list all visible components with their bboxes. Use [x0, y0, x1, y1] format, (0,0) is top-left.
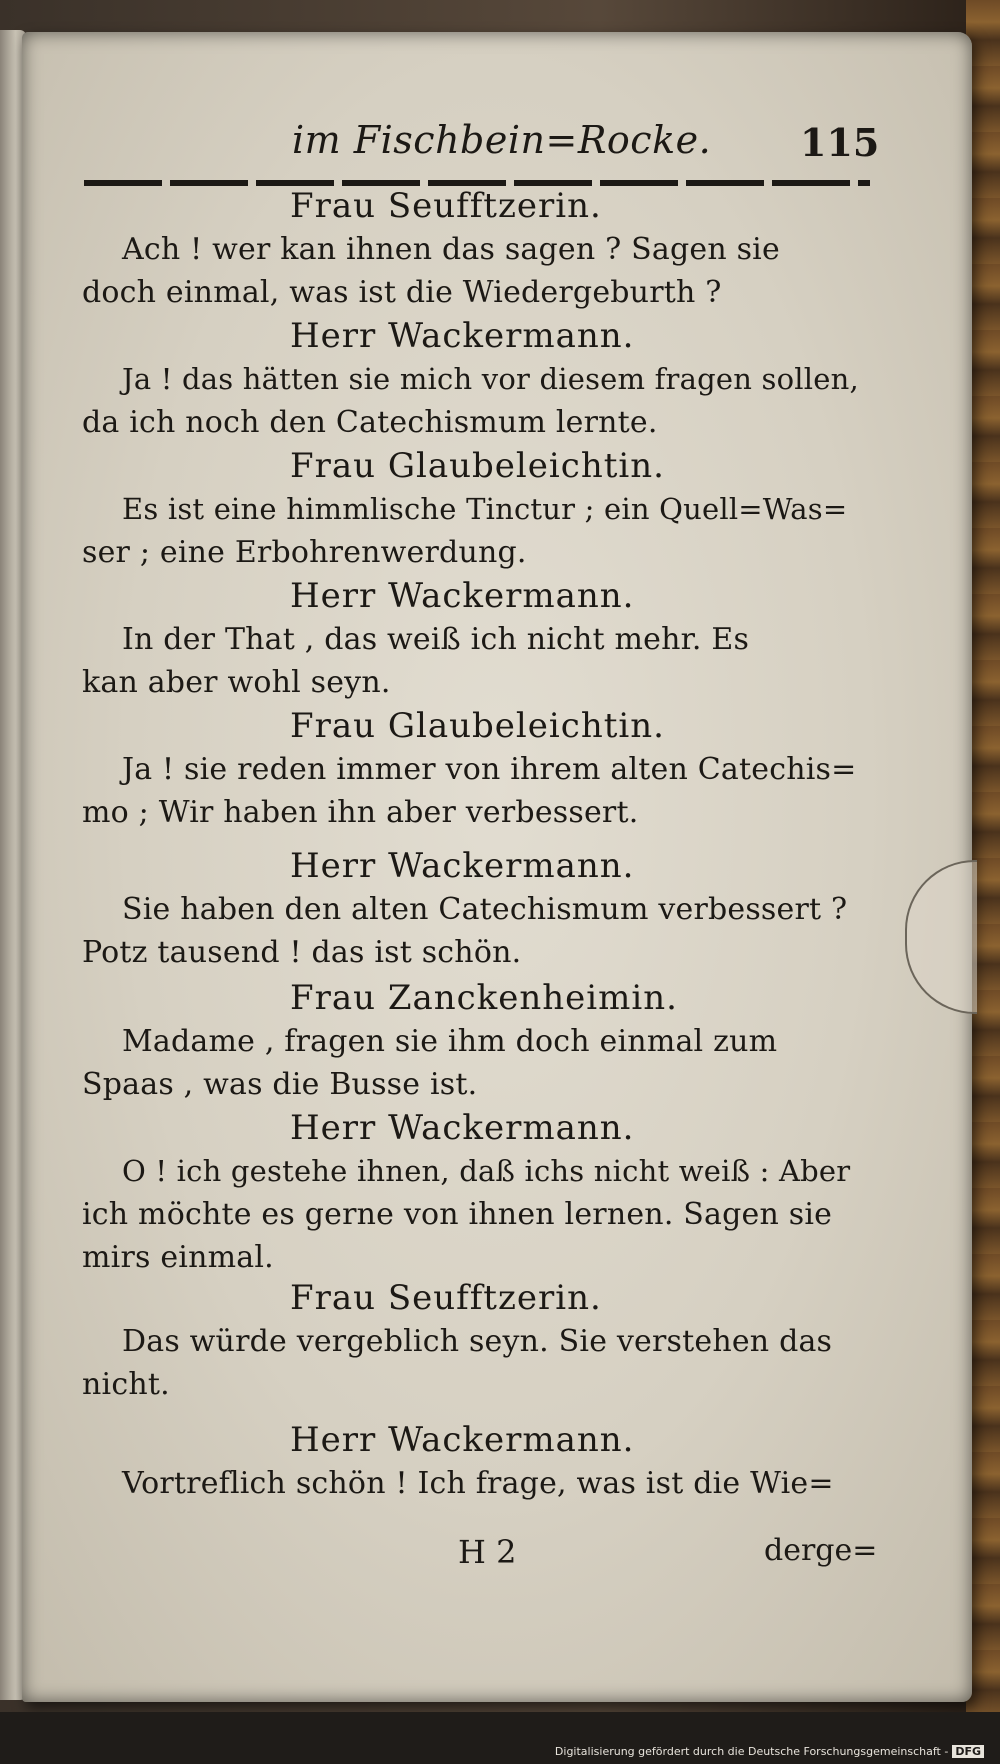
digitization-credit [551, 1743, 988, 1760]
dialogue-line: kan aber wohl seyn. [82, 665, 391, 700]
speaker-name: Frau Zanckenheimin. [290, 978, 678, 1018]
dialogue-line: doch einmal, was ist die Wiedergeburth ? [82, 275, 722, 310]
speaker-name: Herr Wackermann. [290, 846, 635, 886]
dialogue-line: O ! ich gestehe ihnen, daß ichs nicht weiß : Aber [122, 1154, 851, 1188]
speaker-name: Herr Wackermann. [290, 576, 635, 616]
dfg-logo: DFG [952, 1745, 984, 1758]
dialogue-line: mo ; Wir haben ihn aber verbessert. [82, 795, 639, 830]
dialogue-line: Ach ! wer kan ihnen das sagen ? Sagen sie [122, 232, 780, 267]
credit-text: Digitalisierung gefördert durch die Deutsche Forschungsgemeinschaft - [554, 1745, 949, 1758]
dialogue-line: Spaas , was die Busse ist. [82, 1067, 478, 1102]
page-number: 115 [800, 120, 880, 165]
dialogue-line: Das würde vergeblich seyn. Sie verstehen das [122, 1324, 833, 1359]
dialogue-line: da ich noch den Catechismum lernte. [82, 405, 658, 440]
dialogue-line: Ja ! das hätten sie mich vor diesem fragen sollen, [122, 362, 859, 396]
dialogue-line: Potz tausend ! das ist schön. [82, 935, 522, 970]
running-head: im Fischbein=Rocke. [292, 118, 712, 162]
dialogue-line: ich möchte es gerne von ihnen lernen. Sagen sie [82, 1197, 833, 1232]
dialogue-line: ser ; eine Erbohrenwerdung. [82, 535, 527, 570]
signature-mark: H 2 [458, 1533, 517, 1571]
catchword: derge= [764, 1533, 878, 1568]
speaker-name: Frau Glaubeleichtin. [290, 706, 665, 746]
dialogue-line: nicht. [82, 1367, 170, 1402]
dialogue-line: Sie haben den alten Catechismum verbessert ? [122, 892, 848, 927]
speaker-name: Herr Wackermann. [290, 316, 635, 356]
speaker-name: Herr Wackermann. [290, 1420, 635, 1460]
speaker-name: Frau Seufftzerin. [290, 1278, 602, 1318]
speaker-name: Frau Glaubeleichtin. [290, 446, 665, 486]
dialogue-line: In der That , das weiß ich nicht mehr. Es [122, 622, 750, 657]
speaker-name: Herr Wackermann. [290, 1108, 635, 1148]
dialogue-line: Ja ! sie reden immer von ihrem alten Catechis= [122, 752, 857, 787]
dialogue-line: Vortreflich schön ! Ich frage, was ist die Wie= [122, 1466, 834, 1501]
dialogue-line: Es ist eine himmlische Tinctur ; ein Quell=Was= [122, 492, 848, 526]
dialogue-line: Madame , fragen sie ihm doch einmal zum [122, 1024, 778, 1059]
speaker-name: Frau Seufftzerin. [290, 186, 602, 226]
dialogue-line: mirs einmal. [82, 1240, 274, 1275]
